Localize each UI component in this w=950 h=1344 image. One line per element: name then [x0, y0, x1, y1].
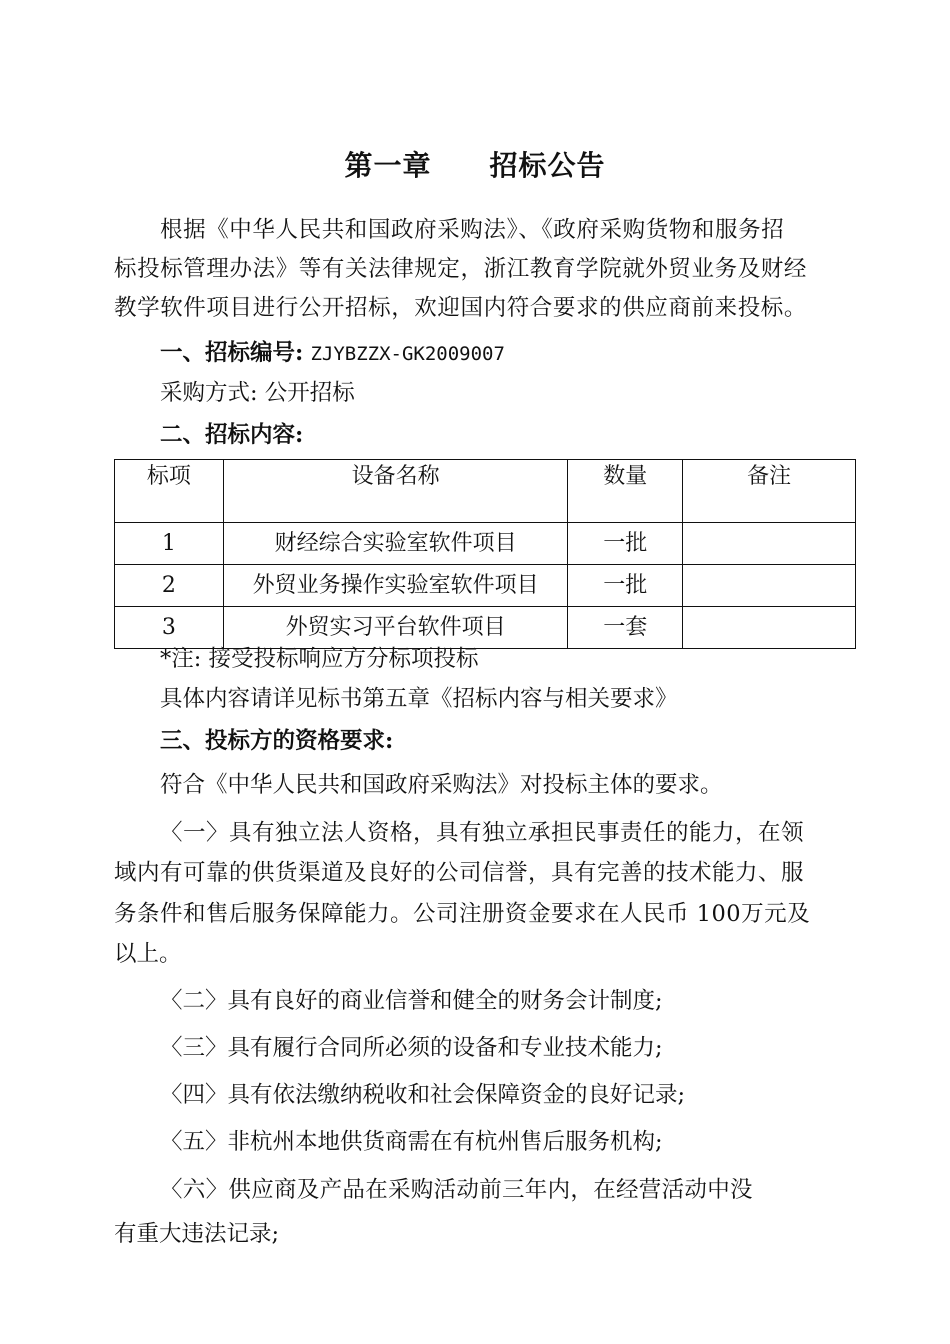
requirement-3: 〈三〉具有履行合同所必须的设备和专业技术能力;	[160, 1035, 663, 1061]
cell-quantity: 一批	[568, 565, 683, 607]
requirement-6-line-2: 有重大违法记录;	[114, 1221, 280, 1247]
cell-equipment-name: 财经综合实验室软件项目	[223, 523, 568, 565]
intro-line-2: 标投标管理办法》等有关法律规定，浙江教育学院就外贸业务及财经	[114, 256, 808, 282]
table-header-row	[115, 460, 856, 523]
requirement-5: 〈五〉非杭州本地供货商需在有杭州售后服务机构;	[160, 1129, 663, 1155]
header-equipment-name: 设备名称	[223, 460, 568, 523]
cell-remarks	[683, 607, 856, 649]
bid-number-heading: 一、招标编号:	[160, 340, 304, 366]
cell-equipment-name: 外贸业务操作实验室软件项目	[223, 565, 568, 607]
requirement-1-line-3: 务条件和售后服务保障能力。公司注册资金要求在人民币 100万元及	[114, 901, 811, 927]
intro-line-1: 根据《中华人民共和国政府采购法》、《政府采购货物和服务招	[160, 217, 785, 243]
cell-quantity: 一套	[568, 607, 683, 649]
table-row	[115, 565, 856, 607]
requirement-6-line-1: 〈六〉供应商及产品在采购活动前三年内，在经营活动中没	[160, 1177, 753, 1203]
requirement-1-line-2: 域内有可靠的供货渠道及良好的公司信誉，具有完善的技术能力、服	[114, 860, 805, 886]
header-quantity: 数量	[568, 460, 683, 523]
bid-number-line	[160, 342, 505, 365]
details-reference: 具体内容请详见标书第五章《招标内容与相关要求》	[160, 686, 678, 712]
cell-equipment-name: 外贸实习平台软件项目	[223, 607, 568, 649]
table-row	[115, 607, 856, 649]
cell-item-no: 1	[115, 523, 224, 565]
cell-item-no: 2	[115, 565, 224, 607]
cell-remarks	[683, 565, 856, 607]
table-note: *注: 接受投标响应方分标项投标	[160, 646, 479, 672]
header-remarks: 备注	[683, 460, 856, 523]
requirement-1-line-4: 以上。	[114, 941, 182, 967]
requirement-4: 〈四〉具有依法缴纳税收和社会保障资金的良好记录;	[160, 1082, 686, 1108]
chapter-name: 招标公告	[489, 149, 606, 182]
intro-line-3: 教学软件项目进行公开招标，欢迎国内符合要求的供应商前来投标。	[114, 295, 808, 321]
requirement-2: 〈二〉具有良好的商业信誉和健全的财务会计制度;	[160, 988, 663, 1014]
table-row	[115, 523, 856, 565]
header-item-no: 标项	[115, 460, 224, 523]
cell-item-no: 3	[115, 607, 224, 649]
bid-number-value: ZJYBZZX-GK2009007	[310, 343, 505, 365]
chapter-title	[0, 144, 950, 184]
procurement-method: 采购方式: 公开招标	[160, 380, 355, 406]
cell-remarks	[683, 523, 856, 565]
bid-items-table	[114, 459, 856, 649]
qualification-intro: 符合《中华人民共和国政府采购法》对投标主体的要求。	[160, 772, 723, 798]
requirement-1-line-1: 〈一〉具有独立法人资格，具有独立承担民事责任的能力，在领	[160, 820, 805, 846]
chapter-number: 第一章	[344, 149, 432, 182]
cell-quantity: 一批	[568, 523, 683, 565]
bid-content-heading: 二、招标内容:	[160, 422, 304, 448]
qualification-heading: 三、投标方的资格要求:	[160, 728, 394, 754]
